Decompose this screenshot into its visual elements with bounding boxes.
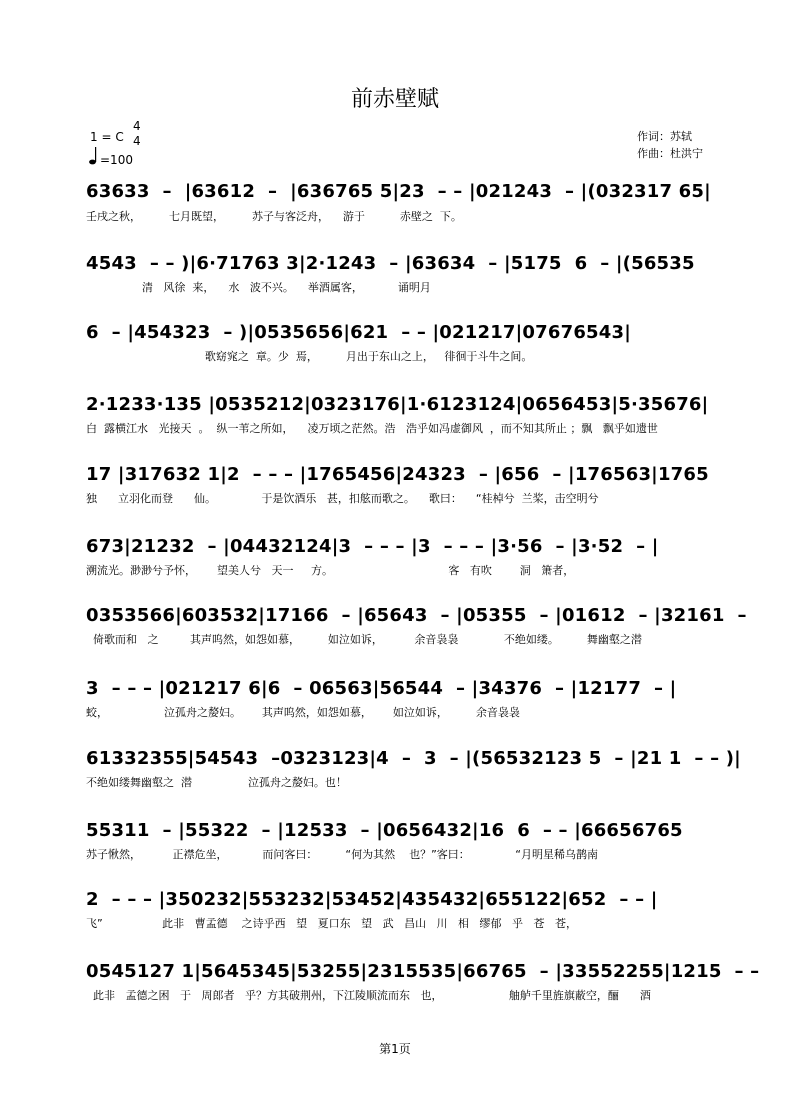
system-7-notes: 0353566|603532|17166 – |65643 – |05355 – |01612 – |32161 –	[86, 605, 747, 626]
system-3-lyrics: 歌窈窕之 章。少 焉， 月出于东山之上， 徘徊于斗牛之间。	[86, 350, 533, 363]
key-signature: 1 = C	[90, 130, 124, 144]
system-6-lyrics: 溯流光。渺渺兮予怀， 望美人兮 天一 方。 客 有吹 洞 箫者，	[86, 564, 575, 577]
system-5-lyrics: 独 立羽化而登 仙。 于是饮酒乐 甚，扣舷而歌之。 歌曰： “桂棹兮 兰桨，击空明兮	[86, 492, 599, 505]
system-11-lyrics: 飞” 此非 曹孟德 之诗乎西 望 夏口东 望 武 昌山 川 相 缪郁 乎 苍 苍，	[86, 917, 578, 930]
system-2-notes: 4543 – – )|6·71763 3|2·1243 – |63634 – |5175 6 – |(56535	[86, 253, 695, 274]
quarter-note-icon	[89, 146, 98, 166]
system-9-notes: 61332355|54543 –0323123|4 – 3 – |(56532123 5 – |21 1 – – )|	[86, 748, 741, 769]
composer-credit: 作曲：杜洪宁	[637, 147, 703, 160]
system-5-notes: 17 |317632 1|2 – – – |1765456|24323 – |656 – |176563|1765	[86, 464, 709, 485]
system-2-lyrics: 清 风徐 来， 水 波不兴。 举酒属客， 诵明月	[86, 281, 431, 294]
system-1-lyrics: 壬戌之秋， 七月既望， 苏子与客泛舟， 游于 赤壁之 下。	[86, 210, 462, 223]
system-11-notes: 2 – – – |350232|553232|53452|435432|655122|652 – – |	[86, 889, 658, 910]
system-8-notes: 3 – – – |021217 6|6 – 06563|56544 – |34376 – |12177 – |	[86, 678, 677, 699]
lyricist-credit: 作词：苏轼	[637, 130, 692, 143]
time-signature-top: 4	[133, 119, 141, 133]
system-3-notes: 6 – |454323 – )|0535656|621 – – |021217|07676543|	[86, 322, 631, 343]
system-10-notes: 55311 – |55322 – |12533 – |0656432|16 6 – – |66656765	[86, 820, 683, 841]
time-signature	[133, 119, 141, 149]
system-12-notes: 0545127 1|5645345|53255|2315535|66765 – |33552255|1215 – –	[86, 961, 760, 982]
system-9-lyrics: 不绝如缕舞幽壑之 潜 泣孤舟之嫠妇。也！	[86, 776, 347, 789]
time-signature-bottom: 4	[133, 134, 141, 148]
system-8-lyrics: 蛟， 泣孤舟之嫠妇。 其声呜然，如怨如慕， 如泣如诉， 余音袅袅	[86, 706, 520, 719]
system-4-notes: 2·1233·135 |0535212|0323176|1·6123124|0656453|5·35676|	[86, 394, 709, 415]
system-12-lyrics: 此非 孟德之困 于 周郎者 乎？方其破荆州，下江陵顺流而东 也， 舳舻千里旌旗蔽空，酾 酒	[86, 989, 651, 1002]
tempo-marking: =100	[100, 153, 133, 167]
system-1-notes: 63633 – |63612 – |636765 5|23 – – |021243 – |(032317 65|	[86, 181, 711, 202]
system-10-lyrics: 苏子愀然， 正襟危坐， 而问客曰： “何为其然 也？”客曰： “月明星稀乌鹊南	[86, 848, 598, 861]
system-6-notes: 673|21232 – |04432124|3 – – – |3 – – – |3·56 – |3·52 – |	[86, 536, 659, 557]
system-7-lyrics: 倚歌而和 之 其声呜然，如怨如慕， 如泣如诉， 余音袅袅 不绝如缕。 舞幽壑之潜	[86, 633, 642, 646]
score-title: 前赤壁赋	[350, 87, 439, 112]
system-4-lyrics: 白 露横江水 光接天 。 纵一苇之所如， 凌万顷之茫然。浩 浩乎如冯虚御风 ，而不知其所止 ；飘 飘乎如遗世	[86, 422, 658, 435]
page-number: 第1页	[379, 1042, 411, 1056]
